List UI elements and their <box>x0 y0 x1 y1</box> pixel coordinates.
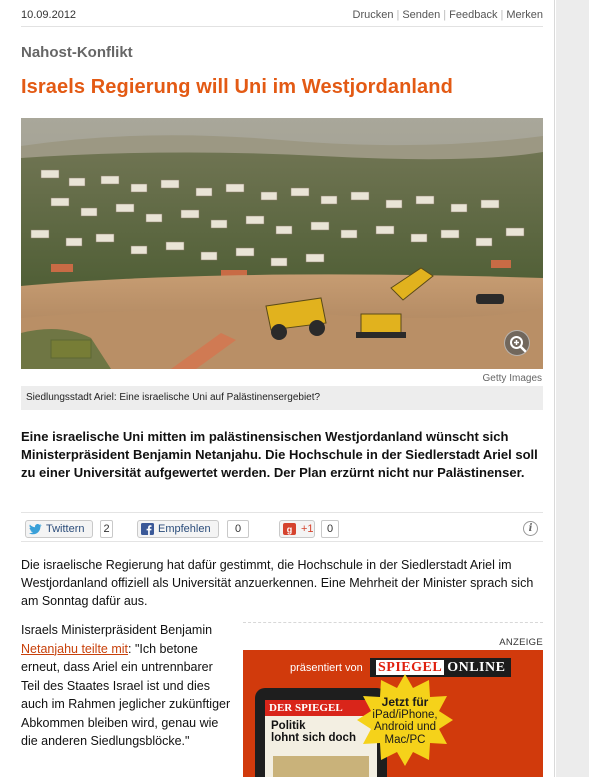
twitter-bird-icon <box>29 523 42 535</box>
facebook-icon <box>141 523 154 535</box>
google-plus-icon <box>283 523 296 535</box>
svg-text:g: g <box>286 524 293 535</box>
image-credit: Getty Images <box>482 373 542 384</box>
burst-title: Jetzt für <box>381 695 429 709</box>
article-tools <box>353 9 543 21</box>
separator: | <box>443 9 447 21</box>
article-kicker: Nahost-Konflikt <box>21 44 133 61</box>
page-gutter <box>556 0 589 777</box>
twitter-button-label: Twittern <box>46 523 85 535</box>
bookmark-link[interactable]: Merken <box>506 9 543 21</box>
article-toolbar <box>21 6 543 26</box>
image-caption: Siedlungsstadt Ariel: Eine israelische Uni auf Palästinensergebiet? <box>26 392 321 403</box>
article-paragraph <box>21 621 233 751</box>
send-link[interactable]: Senden <box>402 9 441 21</box>
magazine-headline <box>271 720 356 744</box>
divider <box>21 26 543 27</box>
article-date: 10.09.2012 <box>21 9 77 21</box>
article-lead: Eine israelische Uni mitten im palästinensischen Westjordanland wünscht sich Ministerpräsident Benjamin Netanjahu. Die Hochschule in der Siedlerstadt Ariel soll zu einer Universität aufgewertet werden. Der Plan erzürnt nicht nur Palästinenser. <box>21 429 538 480</box>
ad-label: ANZEIGE <box>499 637 543 648</box>
magazine-cover-art <box>273 756 369 777</box>
spiegel-app-advertisement[interactable] <box>243 650 543 777</box>
paragraph-text: Israels Ministerpräsident Benjamin <box>21 623 213 637</box>
image-caption-box <box>21 386 543 410</box>
google-plus-label: +1 <box>301 523 314 535</box>
print-link[interactable]: Drucken <box>352 9 394 21</box>
zoom-glyph <box>505 331 531 357</box>
advertisement-box <box>243 622 543 777</box>
magazine-headline-line: Politik <box>271 720 306 732</box>
burst-line: iPad/iPhone, <box>372 708 438 721</box>
burst-line: Android und <box>373 721 437 733</box>
paragraph-text: : "Ich betone erneut, dass Ariel ein untrennbarer Teil des Staates Israel ist und dies auch im Rahmen jeglicher zukünftiger Abkommen bleiben wird, genau wie die anderen Siedlungsblöcke." <box>21 641 231 748</box>
magnifier-zoom-icon[interactable] <box>504 330 530 356</box>
photo-settlement-construction <box>21 118 543 369</box>
magazine-masthead: DER SPIEGEL <box>265 700 377 716</box>
social-share-bar <box>21 512 543 542</box>
burst-line: Mac/PC <box>384 733 426 746</box>
logo-online-word: ONLINE <box>447 660 506 675</box>
magazine-headline-line: lohnt sich doch <box>271 732 356 744</box>
ad-presented-by: präsentiert von <box>290 662 363 674</box>
facebook-button-label: Empfehlen <box>158 523 211 535</box>
netanjahu-link[interactable]: Netanjahu teilte mit <box>21 641 129 656</box>
separator: | <box>500 9 504 21</box>
facebook-recommend-button[interactable] <box>137 520 219 538</box>
article-paragraph: Die israelische Regierung hat dafür gestimmt, die Hochschule in der Siedlerstadt Ariel im Westjordanland offiziell als Universität anzuerkennen. Eine Mehrheit der Minister sprach sich am Sonntag dafür aus. <box>21 558 534 608</box>
article-headline: Israels Regierung will Uni im Westjordanland <box>21 76 453 98</box>
twitter-count: 2 <box>100 520 113 538</box>
article-photo[interactable] <box>21 118 543 369</box>
starburst-text <box>363 696 447 746</box>
separator: | <box>396 9 400 21</box>
google-plus-button[interactable] <box>279 520 315 538</box>
google-plus-count: 0 <box>321 520 339 538</box>
logo-spiegel-word: SPIEGEL <box>378 660 443 675</box>
feedback-link[interactable]: Feedback <box>449 9 498 21</box>
info-icon[interactable]: i <box>523 521 538 536</box>
facebook-count: 0 <box>227 520 249 538</box>
twitter-button[interactable] <box>25 520 93 538</box>
